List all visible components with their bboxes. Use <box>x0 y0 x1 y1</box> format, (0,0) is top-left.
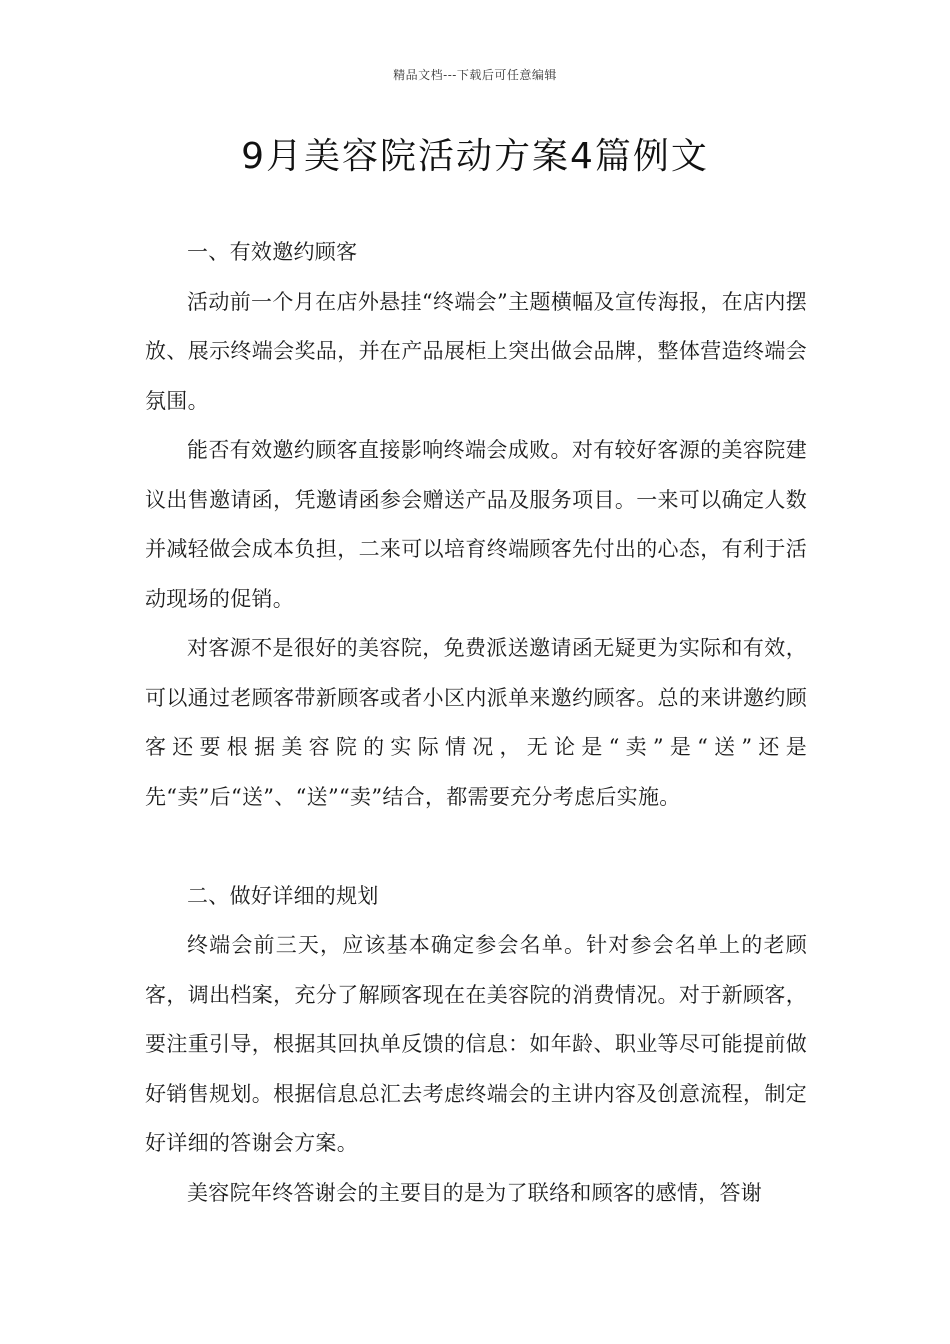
paragraph: 对客源不是很好的美容院，免费派送邀请函无疑更为实际和有效，可以通过老顾客带新顾客或者小区内派单来邀约顾客。总的来讲邀约顾客还要根据美容院的实际情况，无论是“卖”是“送”还是先“卖”后“送”、“送”“卖”结合，都需要充分考虑后实施。 <box>145 636 807 809</box>
paragraph: 终端会前三天，应该基本确定参会名单。针对参会名单上的老顾客，调出档案，充分了解顾客现在在美容院的消费情况。对于新顾客，要注重引导，根据其回执单反馈的信息：如年龄、职业等尽可能提前做好销售规划。根据信息总汇去考虑终端会的主讲内容及创意流程，制定好详细的答谢会方案。 <box>145 933 807 1155</box>
document-title: 9月美容院活动方案4篇例文 <box>241 136 709 177</box>
header-note: 精品文档---下载后可任意编辑 <box>393 68 557 82</box>
paragraph: 能否有效邀约顾客直接影响终端会成败。对有较好客源的美容院建议出售邀请函，凭邀请函参会赠送产品及服务项目。一来可以确定人数并减轻做会成本负担，二来可以培育终端顾客先付出的心态，有利于活动现场的促销。 <box>145 438 807 611</box>
section-spacer <box>145 822 807 872</box>
paragraph: 美容院年终答谢会的主要目的是为了联络和顾客的感情，答谢 <box>187 1180 763 1205</box>
paragraph: 活动前一个月在店外悬挂“终端会”主题横幅及宣传海报，在店内摆放、展示终端会奖品，并在产品展柜上突出做会品牌，整体营造终端会氛围。 <box>145 289 807 413</box>
section-heading-1: 一、有效邀约顾客 <box>187 240 358 264</box>
section-heading-2: 二、做好详细的规划 <box>187 883 379 908</box>
document-body <box>145 228 807 1218</box>
